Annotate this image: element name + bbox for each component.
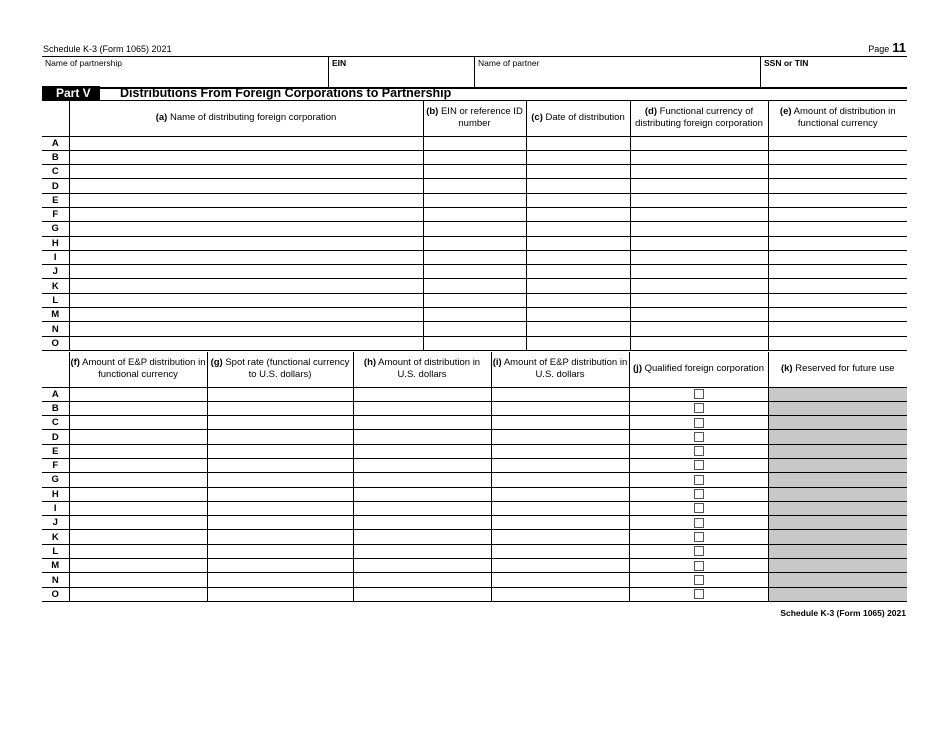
col-f-input[interactable] — [69, 401, 207, 415]
col-i-input[interactable] — [491, 587, 629, 601]
row-label: M — [42, 559, 69, 573]
col-a-input[interactable] — [69, 250, 423, 264]
col-c-input[interactable] — [526, 236, 630, 250]
qualified-foreign-corp-checkbox[interactable] — [694, 503, 704, 513]
col-b-input[interactable] — [423, 222, 526, 236]
col-d-input[interactable] — [630, 250, 768, 264]
col-h-input[interactable] — [353, 573, 491, 587]
col-d-header: (d) Functional currency of distributing foreign corporation — [630, 101, 768, 136]
col-b-input[interactable] — [423, 207, 526, 221]
table-row — [42, 430, 907, 444]
table-row — [42, 322, 907, 336]
col-c-input[interactable] — [526, 136, 630, 150]
col-i-input[interactable] — [491, 416, 629, 430]
col-f-input[interactable] — [69, 559, 207, 573]
col-d-input[interactable] — [630, 293, 768, 307]
row-label: C — [42, 165, 69, 179]
qualified-foreign-corp-checkbox[interactable] — [694, 446, 704, 456]
row-label: L — [42, 544, 69, 558]
table-row — [42, 544, 907, 558]
col-a-input[interactable] — [69, 207, 423, 221]
col-h-header: (h) Amount of distribution in U.S. dollars — [353, 352, 491, 387]
col-k-reserved-cell — [768, 559, 907, 573]
col-d-input[interactable] — [630, 193, 768, 207]
col-f-input[interactable] — [69, 444, 207, 458]
col-a-input[interactable] — [69, 136, 423, 150]
col-a-input[interactable] — [69, 222, 423, 236]
ein-field[interactable] — [329, 57, 474, 87]
col-j-cell — [629, 559, 768, 573]
part-title: Distributions From Foreign Corporations to Partnership — [120, 86, 452, 100]
col-h-input[interactable] — [353, 487, 491, 501]
row-label: B — [42, 401, 69, 415]
col-k-reserved-cell — [768, 401, 907, 415]
col-g-input[interactable] — [207, 487, 353, 501]
col-d-input[interactable] — [630, 236, 768, 250]
col-i-input[interactable] — [491, 401, 629, 415]
col-g-input[interactable] — [207, 587, 353, 601]
table-row — [42, 387, 907, 401]
table-row — [42, 530, 907, 544]
table-row — [42, 573, 907, 587]
row-label: D — [42, 179, 69, 193]
row-label: N — [42, 322, 69, 336]
col-f-input[interactable] — [69, 573, 207, 587]
table-row — [42, 265, 907, 279]
col-a-input[interactable] — [69, 293, 423, 307]
col-h-input[interactable] — [353, 530, 491, 544]
col-d-input[interactable] — [630, 279, 768, 293]
col-e-input[interactable] — [768, 222, 907, 236]
row-label: E — [42, 193, 69, 207]
col-g-input[interactable] — [207, 544, 353, 558]
col-b-input[interactable] — [423, 193, 526, 207]
row-label: H — [42, 236, 69, 250]
col-j-cell — [629, 401, 768, 415]
col-d-input[interactable] — [630, 136, 768, 150]
col-e-input[interactable] — [768, 236, 907, 250]
col-b-input[interactable] — [423, 308, 526, 322]
col-g-input[interactable] — [207, 473, 353, 487]
col-k-reserved-cell — [768, 458, 907, 472]
col-k-reserved-cell — [768, 487, 907, 501]
col-k-reserved-cell — [768, 544, 907, 558]
col-j-cell — [629, 516, 768, 530]
col-b-input[interactable] — [423, 150, 526, 164]
col-k-header: (k) Reserved for future use — [768, 352, 907, 387]
col-h-input[interactable] — [353, 516, 491, 530]
col-i-input[interactable] — [491, 544, 629, 558]
col-g-input[interactable] — [207, 458, 353, 472]
col-j-cell — [629, 573, 768, 587]
page-number: 11 — [892, 40, 906, 55]
table-row — [42, 193, 907, 207]
col-f-input[interactable] — [69, 416, 207, 430]
col-g-input[interactable] — [207, 559, 353, 573]
col-e-input[interactable] — [768, 250, 907, 264]
col-d-input[interactable] — [630, 308, 768, 322]
col-a-input[interactable] — [69, 193, 423, 207]
col-d-input[interactable] — [630, 179, 768, 193]
table-row — [42, 473, 907, 487]
col-d-input[interactable] — [630, 165, 768, 179]
col-j-cell — [629, 530, 768, 544]
col-e-input[interactable] — [768, 207, 907, 221]
row-label: N — [42, 573, 69, 587]
col-f-input[interactable] — [69, 487, 207, 501]
col-h-input[interactable] — [353, 387, 491, 401]
col-a-input[interactable] — [69, 265, 423, 279]
col-j-cell — [629, 458, 768, 472]
col-i-input[interactable] — [491, 559, 629, 573]
col-j-cell — [629, 387, 768, 401]
col-d-input[interactable] — [630, 207, 768, 221]
table-row — [42, 136, 907, 150]
col-b-input[interactable] — [423, 293, 526, 307]
col-j-cell — [629, 430, 768, 444]
table-row — [42, 587, 907, 601]
col-i-input[interactable] — [491, 501, 629, 515]
col-c-input[interactable] — [526, 279, 630, 293]
col-e-input[interactable] — [768, 179, 907, 193]
col-c-input[interactable] — [526, 150, 630, 164]
row-label: I — [42, 250, 69, 264]
col-g-input[interactable] — [207, 516, 353, 530]
ssn-tin-label: SSN or TIN — [764, 58, 809, 68]
col-f-input[interactable] — [69, 387, 207, 401]
col-b-input[interactable] — [423, 265, 526, 279]
col-e-input[interactable] — [768, 336, 907, 350]
col-f-input[interactable] — [69, 458, 207, 472]
row-label: J — [42, 516, 69, 530]
qualified-foreign-corp-checkbox[interactable] — [694, 518, 704, 528]
col-g-input[interactable] — [207, 401, 353, 415]
col-f-input[interactable] — [69, 544, 207, 558]
col-e-input[interactable] — [768, 165, 907, 179]
row-label: M — [42, 308, 69, 322]
col-e-input[interactable] — [768, 279, 907, 293]
row-label-header — [42, 352, 69, 387]
table-row — [42, 222, 907, 236]
col-a-input[interactable] — [69, 179, 423, 193]
row-label: A — [42, 136, 69, 150]
col-c-input[interactable] — [526, 222, 630, 236]
col-a-input[interactable] — [69, 336, 423, 350]
col-d-input[interactable] — [630, 265, 768, 279]
col-e-input[interactable] — [768, 308, 907, 322]
col-h-input[interactable] — [353, 587, 491, 601]
col-j-cell — [629, 487, 768, 501]
table-row — [42, 236, 907, 250]
qualified-foreign-corp-checkbox[interactable] — [694, 546, 704, 556]
col-b-input[interactable] — [423, 322, 526, 336]
col-e-input[interactable] — [768, 136, 907, 150]
col-k-reserved-cell — [768, 416, 907, 430]
col-b-input[interactable] — [423, 250, 526, 264]
table-row — [42, 444, 907, 458]
col-i-input[interactable] — [491, 573, 629, 587]
row-label: G — [42, 222, 69, 236]
form-id-header: Schedule K-3 (Form 1065) 2021 — [43, 44, 172, 54]
table-row — [42, 207, 907, 221]
col-c-input[interactable] — [526, 293, 630, 307]
table-row — [42, 516, 907, 530]
table-row — [42, 416, 907, 430]
page-label: Page — [868, 44, 890, 54]
col-g-input[interactable] — [207, 573, 353, 587]
table-row — [42, 458, 907, 472]
col-e-input[interactable] — [768, 322, 907, 336]
col-k-reserved-cell — [768, 573, 907, 587]
col-a-header: (a) Name of distributing foreign corporation — [69, 101, 423, 136]
row-label: I — [42, 501, 69, 515]
col-c-input[interactable] — [526, 265, 630, 279]
row-label-header — [42, 101, 69, 136]
partnership-name-label: Name of partnership — [45, 58, 123, 68]
col-a-input[interactable] — [69, 150, 423, 164]
qualified-foreign-corp-checkbox[interactable] — [694, 403, 704, 413]
col-f-input[interactable] — [69, 473, 207, 487]
col-c-input[interactable] — [526, 322, 630, 336]
col-k-reserved-cell — [768, 387, 907, 401]
col-b-input[interactable] — [423, 236, 526, 250]
col-e-input[interactable] — [768, 293, 907, 307]
qualified-foreign-corp-checkbox[interactable] — [694, 575, 704, 585]
col-f-input[interactable] — [69, 530, 207, 544]
col-g-input[interactable] — [207, 501, 353, 515]
col-f-header: (f) Amount of E&P distribution in functional currency — [69, 352, 207, 387]
col-h-input[interactable] — [353, 444, 491, 458]
col-f-input[interactable] — [69, 501, 207, 515]
col-f-input[interactable] — [69, 516, 207, 530]
table-row — [42, 293, 907, 307]
col-j-cell — [629, 587, 768, 601]
col-j-cell — [629, 444, 768, 458]
table-row — [42, 559, 907, 573]
col-c-input[interactable] — [526, 193, 630, 207]
col-i-input[interactable] — [491, 444, 629, 458]
qualified-foreign-corp-checkbox[interactable] — [694, 418, 704, 428]
col-c-header: (c) Date of distribution — [526, 101, 630, 136]
table-row — [42, 150, 907, 164]
part-label: Part V — [42, 86, 100, 100]
row-label: F — [42, 207, 69, 221]
col-h-input[interactable] — [353, 416, 491, 430]
col-j-header: (j) Qualified foreign corporation — [629, 352, 768, 387]
qualified-foreign-corp-checkbox[interactable] — [694, 489, 704, 499]
table-row — [42, 250, 907, 264]
col-h-input[interactable] — [353, 473, 491, 487]
col-k-reserved-cell — [768, 587, 907, 601]
partnership-name-field[interactable] — [42, 57, 328, 87]
col-b-header: (b) EIN or reference ID number — [423, 101, 526, 136]
form-id-footer: Schedule K-3 (Form 1065) 2021 — [780, 608, 906, 618]
col-h-input[interactable] — [353, 501, 491, 515]
col-i-input[interactable] — [491, 387, 629, 401]
distributions-table-f-k — [42, 352, 907, 602]
table-row — [42, 501, 907, 515]
col-a-input[interactable] — [69, 308, 423, 322]
row-label: O — [42, 336, 69, 350]
col-i-input[interactable] — [491, 516, 629, 530]
table-row — [42, 279, 907, 293]
col-d-input[interactable] — [630, 322, 768, 336]
qualified-foreign-corp-checkbox[interactable] — [694, 532, 704, 542]
row-label: L — [42, 293, 69, 307]
qualified-foreign-corp-checkbox[interactable] — [694, 432, 704, 442]
table-row — [42, 401, 907, 415]
col-e-input[interactable] — [768, 265, 907, 279]
ein-label: EIN — [332, 58, 347, 68]
col-j-cell — [629, 473, 768, 487]
col-k-reserved-cell — [768, 430, 907, 444]
partner-info-row — [42, 56, 907, 89]
col-f-input[interactable] — [69, 587, 207, 601]
col-c-input[interactable] — [526, 308, 630, 322]
col-k-reserved-cell — [768, 444, 907, 458]
col-a-input[interactable] — [69, 322, 423, 336]
col-g-header: (g) Spot rate (functional currency to U.S. dollars) — [207, 352, 353, 387]
col-h-input[interactable] — [353, 401, 491, 415]
col-k-reserved-cell — [768, 501, 907, 515]
partner-name-field[interactable] — [475, 57, 760, 87]
col-i-input[interactable] — [491, 458, 629, 472]
col-e-input[interactable] — [768, 150, 907, 164]
row-label: K — [42, 279, 69, 293]
qualified-foreign-corp-checkbox[interactable] — [694, 561, 704, 571]
row-label: E — [42, 444, 69, 458]
table-row — [42, 165, 907, 179]
table-row — [42, 336, 907, 350]
table-row — [42, 308, 907, 322]
col-g-input[interactable] — [207, 416, 353, 430]
col-g-input[interactable] — [207, 530, 353, 544]
col-g-input[interactable] — [207, 387, 353, 401]
col-d-input[interactable] — [630, 150, 768, 164]
col-j-cell — [629, 416, 768, 430]
row-label: H — [42, 487, 69, 501]
col-k-reserved-cell — [768, 473, 907, 487]
col-h-input[interactable] — [353, 458, 491, 472]
partner-name-label: Name of partner — [478, 58, 540, 68]
col-d-input[interactable] — [630, 222, 768, 236]
col-a-input[interactable] — [69, 165, 423, 179]
col-i-input[interactable] — [491, 530, 629, 544]
qualified-foreign-corp-checkbox[interactable] — [694, 589, 704, 599]
col-b-input[interactable] — [423, 136, 526, 150]
row-label: F — [42, 458, 69, 472]
col-b-input[interactable] — [423, 336, 526, 350]
col-i-input[interactable] — [491, 430, 629, 444]
col-e-input[interactable] — [768, 193, 907, 207]
col-j-cell — [629, 544, 768, 558]
row-label: A — [42, 387, 69, 401]
row-label: K — [42, 530, 69, 544]
col-j-cell — [629, 501, 768, 515]
page-indicator — [868, 40, 906, 55]
col-e-header: (e) Amount of distribution in functional currency — [768, 101, 907, 136]
qualified-foreign-corp-checkbox[interactable] — [694, 389, 704, 399]
table-row — [42, 179, 907, 193]
row-label: O — [42, 587, 69, 601]
col-h-input[interactable] — [353, 559, 491, 573]
col-h-input[interactable] — [353, 430, 491, 444]
distributions-table-a-e — [42, 101, 907, 351]
col-a-input[interactable] — [69, 279, 423, 293]
qualified-foreign-corp-checkbox[interactable] — [694, 475, 704, 485]
col-a-input[interactable] — [69, 236, 423, 250]
row-label: J — [42, 265, 69, 279]
table-row — [42, 487, 907, 501]
col-i-input[interactable] — [491, 473, 629, 487]
col-b-input[interactable] — [423, 165, 526, 179]
col-k-reserved-cell — [768, 516, 907, 530]
col-g-input[interactable] — [207, 444, 353, 458]
col-f-input[interactable] — [69, 430, 207, 444]
col-c-input[interactable] — [526, 250, 630, 264]
col-g-input[interactable] — [207, 430, 353, 444]
col-c-input[interactable] — [526, 336, 630, 350]
ssn-tin-field[interactable] — [761, 57, 907, 87]
col-b-input[interactable] — [423, 179, 526, 193]
row-label: B — [42, 150, 69, 164]
row-label: D — [42, 430, 69, 444]
row-label: C — [42, 416, 69, 430]
row-label: G — [42, 473, 69, 487]
col-h-input[interactable] — [353, 544, 491, 558]
col-d-input[interactable] — [630, 336, 768, 350]
col-i-input[interactable] — [491, 487, 629, 501]
col-b-input[interactable] — [423, 279, 526, 293]
col-c-input[interactable] — [526, 207, 630, 221]
col-k-reserved-cell — [768, 530, 907, 544]
col-c-input[interactable] — [526, 179, 630, 193]
qualified-foreign-corp-checkbox[interactable] — [694, 460, 704, 470]
part-header — [42, 86, 907, 101]
col-c-input[interactable] — [526, 165, 630, 179]
col-i-header: (i) Amount of E&P distribution in U.S. dollars — [491, 352, 629, 387]
